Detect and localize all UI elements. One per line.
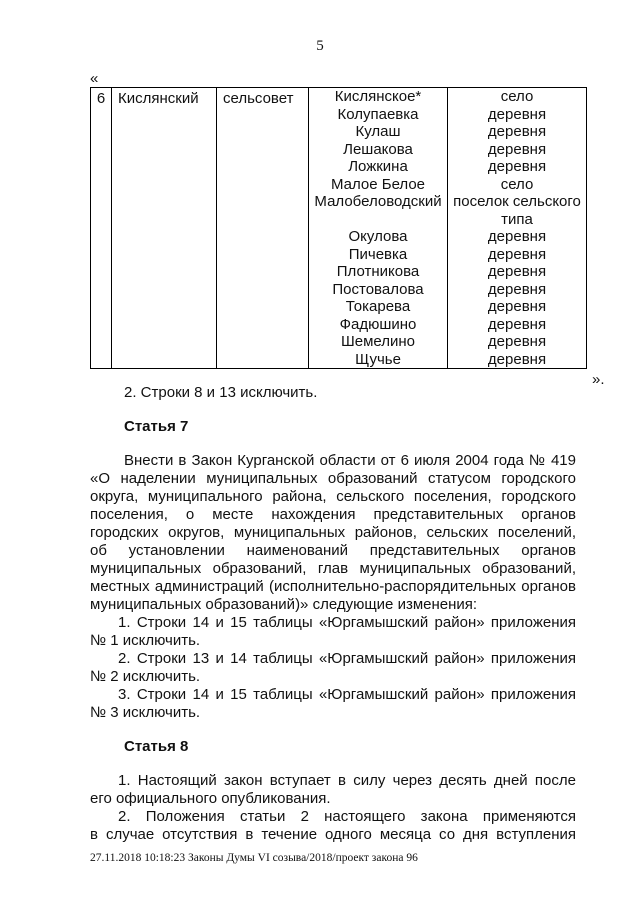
article-7-item-2: 2. Строки 13 и 14 таблицы «Юргамышский район» приложения [118, 650, 576, 667]
article-8-p1-cont: его официального опубликования. [90, 790, 331, 807]
list-item: село [500, 88, 534, 105]
article-7-line-8: местных администраций (исполнительно-распорядительных органов [90, 578, 576, 595]
quote-open: « [90, 70, 99, 87]
row-number: 6 [91, 88, 112, 369]
settlements-table [90, 87, 587, 369]
list-item: деревня [487, 105, 547, 123]
list-item: Ложкина [348, 158, 408, 175]
article-7-item-2-cont: № 2 исключить. [90, 668, 201, 685]
list-item: Плотникова [336, 263, 420, 280]
article-7-heading: Статья 7 [124, 418, 189, 435]
list-item: Фадюшино [339, 315, 417, 333]
list-item: деревня [487, 140, 547, 158]
list-item: деревня [487, 158, 547, 175]
article-8-heading: Статья 8 [124, 738, 189, 755]
list-item: деревня [487, 228, 547, 245]
list-item: поселок сельского [453, 193, 581, 210]
article-8-p1: 1. Настоящий закон вступает в силу через десять дней после [118, 772, 576, 789]
article-7-item-3-cont: № 3 исключить. [90, 704, 201, 721]
article-7-item-1-cont: № 1 исключить. [90, 632, 201, 649]
list-item: деревня [487, 280, 547, 298]
article-7-line-2: «О наделении муниципальных образований статусом городского [90, 470, 576, 487]
list-item: Окулова [348, 228, 408, 245]
table-row [91, 88, 587, 369]
list-item: Лешакова [343, 140, 413, 158]
list-item: Постовалова [332, 280, 424, 298]
list-item: деревня [487, 245, 547, 263]
footer-text: 27.11.2018 10:18:23 Законы Думы VI созыва/2018/проект закона 96 [90, 852, 418, 864]
article-7-item-1: 1. Строки 14 и 15 таблицы «Юргамышский район» приложения [118, 614, 576, 631]
list-item: Малобеловодский [314, 193, 442, 210]
settlements-list [309, 88, 448, 369]
list-item: Кислянское* [334, 88, 422, 105]
list-item: Малое Белое [330, 175, 426, 193]
list-item: деревня [487, 123, 547, 140]
list-item [309, 211, 447, 229]
article-8-p2-cont: в случае отсутствия в течение одного месяца со дня вступления [90, 826, 576, 843]
list-item: деревня [487, 350, 547, 368]
list-item: деревня [487, 263, 547, 280]
article-7-line-9: муниципальных образований)» следующие изменения: [90, 596, 478, 613]
list-item: Пичевка [348, 245, 408, 263]
list-item: типа [501, 210, 533, 228]
article-7-line-7: муниципальных образований, глав муниципальных образований, [90, 560, 576, 577]
article-8-p2: 2. Положения статьи 2 настоящего закона применяются [118, 808, 576, 825]
kinds-list [448, 88, 587, 369]
quote-close: ». [592, 371, 605, 388]
list-item: деревня [487, 315, 547, 333]
article-7-line-3: округа, муниципального района, сельского поселения, городского [90, 488, 576, 505]
district-name: Кислянский [112, 88, 217, 369]
district-type: сельсовет [217, 88, 309, 369]
list-item: Щучье [355, 350, 401, 368]
item-2-text: 2. Строки 8 и 13 исключить. [124, 384, 318, 401]
list-item: село [500, 175, 534, 193]
list-item: деревня [487, 333, 547, 350]
article-7-line-4: поселения, о месте нахождения представительных органов [90, 506, 576, 523]
list-item: Шемелино [340, 333, 415, 350]
article-7-line-6: об установлении наименований представительных органов [90, 542, 576, 559]
article-7-line-5: городских округов, муниципальных районов, сельских поселений, [90, 524, 576, 541]
list-item: Колупаевка [337, 105, 419, 123]
list-item: Кулаш [355, 123, 401, 140]
list-item: деревня [487, 298, 547, 315]
list-item: Токарева [345, 298, 411, 315]
page-number: 5 [316, 38, 324, 54]
article-7-line-1: Внести в Закон Курганской области от 6 июля 2004 года № 419 [124, 452, 576, 469]
article-7-item-3: 3. Строки 14 и 15 таблицы «Юргамышский район» приложения [118, 686, 576, 703]
